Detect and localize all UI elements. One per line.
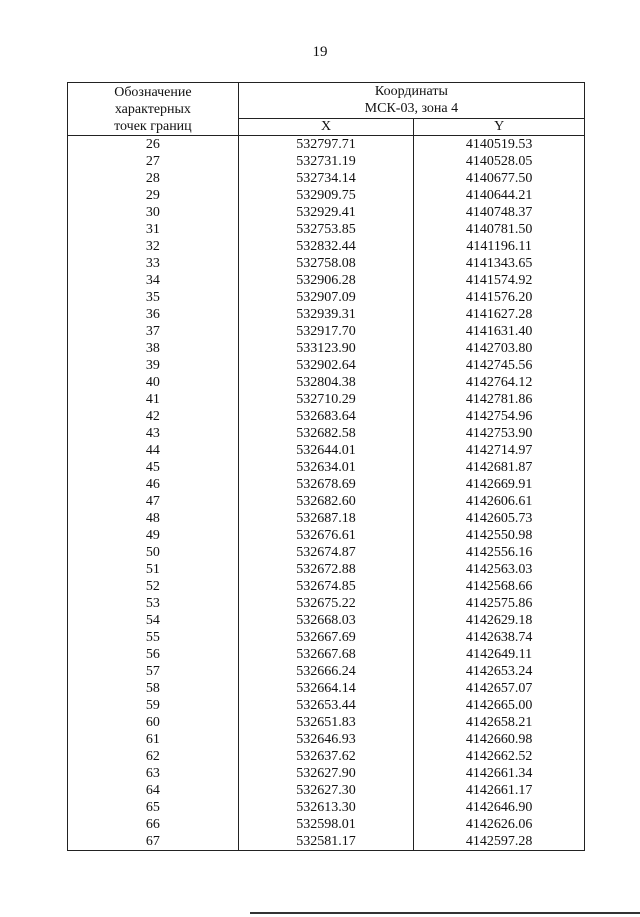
x-coordinate-cell: 532902.64 xyxy=(238,357,414,374)
x-coordinate-cell: 532682.60 xyxy=(238,493,414,510)
coordinates-header xyxy=(238,83,584,119)
table-row xyxy=(68,238,585,255)
table-row xyxy=(68,578,585,595)
x-coordinate-cell: 532627.30 xyxy=(238,782,414,799)
y-coordinate-cell: 4142606.61 xyxy=(414,493,585,510)
x-coordinate-cell: 532672.88 xyxy=(238,561,414,578)
point-number-cell: 64 xyxy=(68,782,239,799)
x-coordinate-cell: 532651.83 xyxy=(238,714,414,731)
point-number-cell: 41 xyxy=(68,391,239,408)
y-coordinate-cell: 4142703.80 xyxy=(414,340,585,357)
table-row xyxy=(68,136,585,154)
table-row xyxy=(68,476,585,493)
point-number-cell: 58 xyxy=(68,680,239,697)
x-coordinate-cell: 532731.19 xyxy=(238,153,414,170)
point-number-cell: 50 xyxy=(68,544,239,561)
table-row xyxy=(68,680,585,697)
y-coordinate-cell: 4142629.18 xyxy=(414,612,585,629)
table-row xyxy=(68,170,585,187)
x-coordinate-cell: 532667.69 xyxy=(238,629,414,646)
table-row xyxy=(68,510,585,527)
y-coordinate-cell: 4142556.16 xyxy=(414,544,585,561)
y-coordinate-cell: 4142745.56 xyxy=(414,357,585,374)
x-coordinate-cell: 532664.14 xyxy=(238,680,414,697)
point-number-cell: 47 xyxy=(68,493,239,510)
point-number-cell: 29 xyxy=(68,187,239,204)
point-number-cell: 44 xyxy=(68,442,239,459)
points-label-line: Обозначение xyxy=(114,84,192,100)
table-row xyxy=(68,629,585,646)
coordinates-table xyxy=(67,82,585,851)
x-coordinate-cell: 532637.62 xyxy=(238,748,414,765)
y-column-header: Y xyxy=(414,118,585,135)
point-number-cell: 31 xyxy=(68,221,239,238)
point-number-cell: 67 xyxy=(68,833,239,851)
point-number-cell: 54 xyxy=(68,612,239,629)
x-coordinate-cell: 532653.44 xyxy=(238,697,414,714)
coordinates-title: Координаты xyxy=(374,84,448,100)
x-coordinate-cell: 532832.44 xyxy=(238,238,414,255)
point-number-cell: 42 xyxy=(68,408,239,425)
point-number-cell: 40 xyxy=(68,374,239,391)
y-coordinate-cell: 4142638.74 xyxy=(414,629,585,646)
table-row xyxy=(68,561,585,578)
point-number-cell: 48 xyxy=(68,510,239,527)
points-label-header xyxy=(68,83,239,136)
bottom-border-line xyxy=(250,912,640,914)
table-row xyxy=(68,612,585,629)
point-number-cell: 65 xyxy=(68,799,239,816)
table-row xyxy=(68,544,585,561)
point-number-cell: 39 xyxy=(68,357,239,374)
x-column-header: X xyxy=(238,118,414,135)
point-number-cell: 51 xyxy=(68,561,239,578)
point-number-cell: 43 xyxy=(68,425,239,442)
x-coordinate-cell: 533123.90 xyxy=(238,340,414,357)
point-number-cell: 26 xyxy=(68,136,239,154)
table-row xyxy=(68,187,585,204)
x-coordinate-cell: 532687.18 xyxy=(238,510,414,527)
table-row xyxy=(68,323,585,340)
x-coordinate-cell: 532581.17 xyxy=(238,833,414,851)
point-number-cell: 57 xyxy=(68,663,239,680)
x-coordinate-cell: 532598.01 xyxy=(238,816,414,833)
point-number-cell: 60 xyxy=(68,714,239,731)
point-number-cell: 46 xyxy=(68,476,239,493)
x-coordinate-cell: 532734.14 xyxy=(238,170,414,187)
point-number-cell: 59 xyxy=(68,697,239,714)
x-coordinate-cell: 532627.90 xyxy=(238,765,414,782)
table-row xyxy=(68,697,585,714)
point-number-cell: 37 xyxy=(68,323,239,340)
x-coordinate-cell: 532634.01 xyxy=(238,459,414,476)
table-row xyxy=(68,391,585,408)
table-row xyxy=(68,408,585,425)
y-coordinate-cell: 4140781.50 xyxy=(414,221,585,238)
x-coordinate-cell: 532797.71 xyxy=(238,136,414,154)
page-number: 19 xyxy=(312,44,328,60)
table-row xyxy=(68,833,585,851)
y-coordinate-cell: 4140528.05 xyxy=(414,153,585,170)
table-row xyxy=(68,493,585,510)
x-coordinate-cell: 532710.29 xyxy=(238,391,414,408)
y-coordinate-cell: 4140748.37 xyxy=(414,204,585,221)
y-coordinate-cell: 4142669.91 xyxy=(414,476,585,493)
table-row xyxy=(68,204,585,221)
y-coordinate-cell: 4142764.12 xyxy=(414,374,585,391)
x-coordinate-cell: 532674.85 xyxy=(238,578,414,595)
x-coordinate-cell: 532929.41 xyxy=(238,204,414,221)
point-number-cell: 34 xyxy=(68,272,239,289)
point-number-cell: 55 xyxy=(68,629,239,646)
x-coordinate-cell: 532644.01 xyxy=(238,442,414,459)
table-row xyxy=(68,748,585,765)
x-coordinate-cell: 532682.58 xyxy=(238,425,414,442)
y-coordinate-cell: 4141343.65 xyxy=(414,255,585,272)
x-coordinate-cell: 532804.38 xyxy=(238,374,414,391)
point-number-cell: 52 xyxy=(68,578,239,595)
y-coordinate-cell: 4140644.21 xyxy=(414,187,585,204)
y-coordinate-cell: 4140677.50 xyxy=(414,170,585,187)
x-coordinate-cell: 532678.69 xyxy=(238,476,414,493)
x-coordinate-cell: 532667.68 xyxy=(238,646,414,663)
table-row xyxy=(68,595,585,612)
table-row xyxy=(68,442,585,459)
point-number-cell: 27 xyxy=(68,153,239,170)
table-row xyxy=(68,153,585,170)
x-coordinate-cell: 532907.09 xyxy=(238,289,414,306)
y-coordinate-cell: 4142575.86 xyxy=(414,595,585,612)
table-body xyxy=(68,136,585,851)
table-row xyxy=(68,306,585,323)
y-coordinate-cell: 4142661.34 xyxy=(414,765,585,782)
table-row xyxy=(68,714,585,731)
y-coordinate-cell: 4142781.86 xyxy=(414,391,585,408)
point-number-cell: 63 xyxy=(68,765,239,782)
table-row xyxy=(68,357,585,374)
x-coordinate-cell: 532666.24 xyxy=(238,663,414,680)
point-number-cell: 61 xyxy=(68,731,239,748)
point-number-cell: 45 xyxy=(68,459,239,476)
table-row xyxy=(68,799,585,816)
points-label-line: точек границ xyxy=(114,118,192,134)
x-coordinate-cell: 532676.61 xyxy=(238,527,414,544)
x-coordinate-cell: 532646.93 xyxy=(238,731,414,748)
table-row xyxy=(68,527,585,544)
point-number-cell: 62 xyxy=(68,748,239,765)
table-row xyxy=(68,646,585,663)
y-coordinate-cell: 4142658.21 xyxy=(414,714,585,731)
x-coordinate-cell: 532917.70 xyxy=(238,323,414,340)
y-coordinate-cell: 4142714.97 xyxy=(414,442,585,459)
point-number-cell: 35 xyxy=(68,289,239,306)
point-number-cell: 49 xyxy=(68,527,239,544)
x-coordinate-cell: 532909.75 xyxy=(238,187,414,204)
x-coordinate-cell: 532753.85 xyxy=(238,221,414,238)
table-row xyxy=(68,221,585,238)
y-coordinate-cell: 4142605.73 xyxy=(414,510,585,527)
point-number-cell: 53 xyxy=(68,595,239,612)
points-label-line: характерных xyxy=(114,101,191,117)
y-coordinate-cell: 4141631.40 xyxy=(414,323,585,340)
table-row xyxy=(68,816,585,833)
point-number-cell: 30 xyxy=(68,204,239,221)
table-row xyxy=(68,731,585,748)
table-header-row xyxy=(68,83,585,119)
x-coordinate-cell: 532668.03 xyxy=(238,612,414,629)
x-coordinate-cell: 532939.31 xyxy=(238,306,414,323)
table-row xyxy=(68,289,585,306)
y-coordinate-cell: 4142661.17 xyxy=(414,782,585,799)
x-coordinate-cell: 532906.28 xyxy=(238,272,414,289)
table-row xyxy=(68,374,585,391)
coordinate-system: МСК-03, зона 4 xyxy=(364,101,459,117)
y-coordinate-cell: 4141196.11 xyxy=(414,238,585,255)
y-coordinate-cell: 4140519.53 xyxy=(414,136,585,154)
x-coordinate-cell: 532674.87 xyxy=(238,544,414,561)
table-row xyxy=(68,255,585,272)
y-coordinate-cell: 4141627.28 xyxy=(414,306,585,323)
y-coordinate-cell: 4142665.00 xyxy=(414,697,585,714)
y-coordinate-cell: 4142563.03 xyxy=(414,561,585,578)
y-coordinate-cell: 4142550.98 xyxy=(414,527,585,544)
y-coordinate-cell: 4142662.52 xyxy=(414,748,585,765)
point-number-cell: 38 xyxy=(68,340,239,357)
y-coordinate-cell: 4142657.07 xyxy=(414,680,585,697)
y-coordinate-cell: 4142754.96 xyxy=(414,408,585,425)
y-coordinate-cell: 4142626.06 xyxy=(414,816,585,833)
table-row xyxy=(68,782,585,799)
y-coordinate-cell: 4142660.98 xyxy=(414,731,585,748)
point-number-cell: 66 xyxy=(68,816,239,833)
x-coordinate-cell: 532675.22 xyxy=(238,595,414,612)
table-row xyxy=(68,459,585,476)
y-coordinate-cell: 4142753.90 xyxy=(414,425,585,442)
y-coordinate-cell: 4142681.87 xyxy=(414,459,585,476)
x-coordinate-cell: 532613.30 xyxy=(238,799,414,816)
y-coordinate-cell: 4142568.66 xyxy=(414,578,585,595)
y-coordinate-cell: 4141576.20 xyxy=(414,289,585,306)
table-row xyxy=(68,663,585,680)
table-row xyxy=(68,340,585,357)
point-number-cell: 32 xyxy=(68,238,239,255)
point-number-cell: 56 xyxy=(68,646,239,663)
y-coordinate-cell: 4141574.92 xyxy=(414,272,585,289)
y-coordinate-cell: 4142649.11 xyxy=(414,646,585,663)
y-coordinate-cell: 4142597.28 xyxy=(414,833,585,851)
x-coordinate-cell: 532758.08 xyxy=(238,255,414,272)
point-number-cell: 28 xyxy=(68,170,239,187)
y-coordinate-cell: 4142646.90 xyxy=(414,799,585,816)
y-coordinate-cell: 4142653.24 xyxy=(414,663,585,680)
point-number-cell: 36 xyxy=(68,306,239,323)
table-row xyxy=(68,272,585,289)
point-number-cell: 33 xyxy=(68,255,239,272)
table-row xyxy=(68,765,585,782)
table-row xyxy=(68,425,585,442)
x-coordinate-cell: 532683.64 xyxy=(238,408,414,425)
